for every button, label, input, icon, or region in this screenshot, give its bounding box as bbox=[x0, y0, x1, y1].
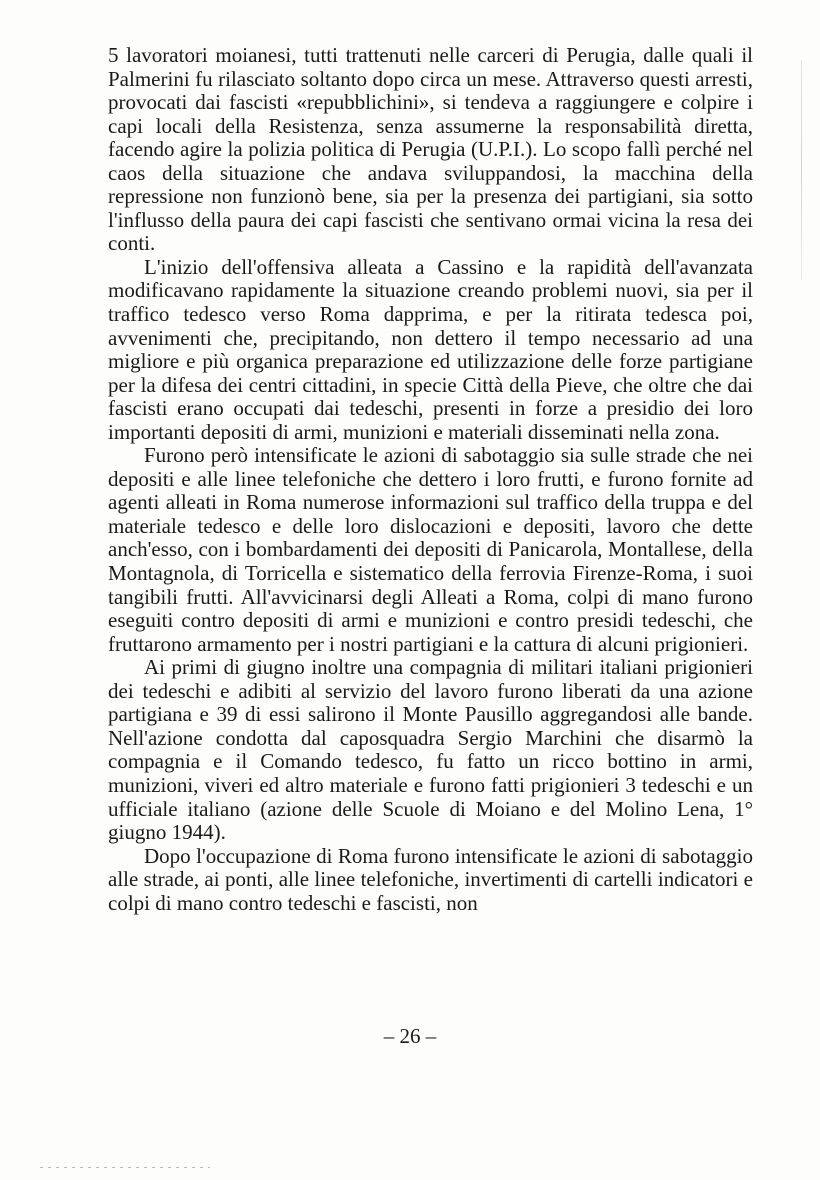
paragraph-3: Furono però intensificate le azioni di sabotaggio sia sulle strade che nei depositi e alle linee telefoniche che dettero i loro frutti, e furono fornite ad agenti alleati in Roma numerose informazioni sul traffico della truppa e del materiale tedesco e delle loro dislocazioni e depositi, lavoro che dette anch'esso, con i bombardamenti dei depositi di Panicarola, Montallese, della Montagnola, di Torricella e sistematico della ferrovia Firenze-Roma, i suoi tangibili frutti. All'avvicinarsi degli Alleati a Roma, colpi di mano furono eseguiti contro depositi di armi e munizioni e contro presidi tedeschi, che fruttarono armamento per i nostri partigiani e la cattura di alcuni prigionieri. bbox=[108, 443, 753, 656]
page-number: – 26 – bbox=[383, 1024, 437, 1048]
scan-dotted-mark bbox=[40, 1167, 210, 1168]
paragraph-5: Dopo l'occupazione di Roma furono intensificate le azioni di sabotaggio alle strade, ai ponti, alle linee telefoniche, invertimenti di cartelli indicatori e colpi di mano contro tedeschi e fascisti, non bbox=[108, 843, 753, 915]
paragraph-2: L'inizio dell'offensiva alleata a Cassino e la rapidità dell'avanzata modificavano rapidamente la situazione creando problemi nuovi, sia per il traffico tedesco verso Roma dapprima, e per la ritirata tedesca poi, avvenimenti che, precipitando, non dettero il tempo necessario ad una migliore e più organica preparazione ed utilizzazione delle forze partigiane per la difesa dei centri cittadini, in specie Città della Pieve, che oltre che dai fascisti erano occupati dai tedeschi, presenti in forze a presidio dei loro importanti depositi di armi, munizioni e materiali disseminati nella zona. bbox=[108, 254, 753, 444]
body-text bbox=[108, 44, 753, 915]
paragraph-1: 5 lavoratori moianesi, tutti trattenuti nelle carceri di Perugia, dalle quali il Palmerini fu rilasciato soltanto dopo circa un mese. Attraverso questi arresti, provocati dai fascisti «repubblichini», si tendeva a raggiungere e colpire i capi locali della Resistenza, senza assumerne la responsabilità diretta, facendo agire la polizia politica di Perugia (U.P.I.). Lo scopo fallì perché nel caos della situazione che andava sviluppandosi, la macchina della repressione non funzionò bene, sia per la presenza dei partigiani, sia sotto l'influsso della paura dei capi fascisti che sentivano ormai vicina la resa dei conti. bbox=[108, 43, 753, 256]
scan-edge-mark bbox=[801, 60, 802, 280]
paragraph-4: Ai primi di giugno inoltre una compagnia di militari italiani prigionieri dei tedeschi e adibiti al servizio del lavoro furono liberati da una azione partigiana e 39 di essi salirono il Monte Pausillo aggregandosi alle bande. Nell'azione condotta dal caposquadra Sergio Marchini che disarmò la compagnia e il Comando tedesco, fu fatto un ricco bottino in armi, munizioni, viveri ed altro materiale e furono fatti prigionieri 3 tedeschi e un ufficiale italiano (azione delle Scuole di Moiano e del Molino Lena, 1° giugno 1944). bbox=[108, 655, 753, 845]
